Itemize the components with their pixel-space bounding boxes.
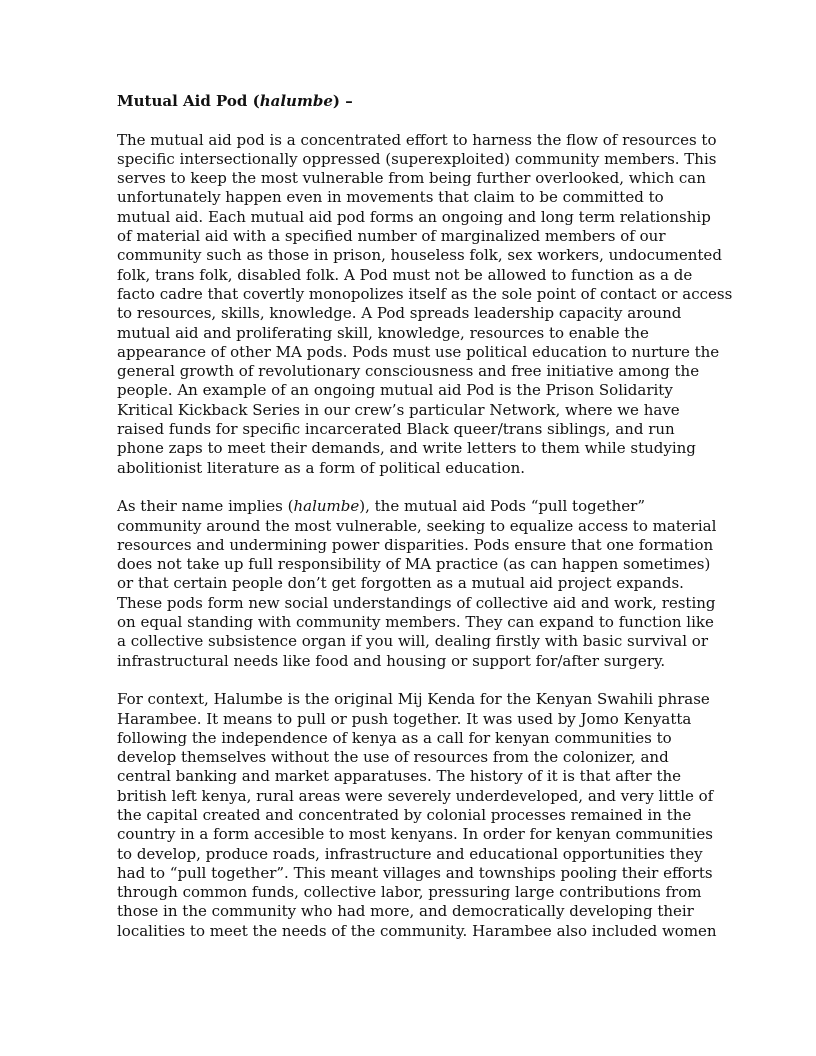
paragraph-line: For context, Halumbe is the original Mij Kenda for the Kenyan Swahili phrase bbox=[117, 690, 710, 709]
paragraph-line: abolitionist literature as a form of political education. bbox=[117, 458, 526, 477]
paragraph-line: had to “pull together”. This meant villages and townships pooling their efforts bbox=[117, 863, 713, 882]
paragraph-line: mutual aid and proliferating skill, knowledge, resources to enable the bbox=[117, 323, 649, 342]
paragraph-line: people. An example of an ongoing mutual aid Pod is the Prison Solidarity bbox=[117, 381, 673, 400]
italic-term: halumbe bbox=[293, 497, 360, 516]
paragraph-line: to resources, skills, knowledge. A Pod spreads leadership capacity around bbox=[117, 304, 682, 323]
paragraph-line: or that certain people don’t get forgotten as a mutual aid project expands. bbox=[117, 574, 684, 593]
paragraph-line: The mutual aid pod is a concentrated effort to harness the flow of resources to bbox=[117, 130, 717, 149]
paragraph-line: the capital created and concentrated by colonial processes remained in the bbox=[117, 805, 692, 824]
paragraph-line: localities to meet the needs of the community. Harambee also included women bbox=[117, 921, 717, 940]
paragraph-line: community around the most vulnerable, seeking to equalize access to material bbox=[117, 516, 717, 535]
paragraph-line: Harambee. It means to pull or push together. It was used by Jomo Kenyatta bbox=[117, 709, 692, 728]
paragraph-line: unfortunately happen even in movements that claim to be committed to bbox=[117, 188, 664, 207]
paragraph-line: general growth of revolutionary consciousness and free initiative among the bbox=[117, 362, 700, 381]
paragraph-harambee-context bbox=[117, 690, 717, 941]
paragraph-line: does not take up full responsibility of MA practice (as can happen sometimes) bbox=[117, 555, 711, 574]
paragraph-line: on equal standing with community members. They can expand to function like bbox=[117, 613, 714, 632]
paragraph-pod-definition bbox=[117, 130, 733, 478]
paragraph-line: community such as those in prison, houseless folk, sex workers, undocumented bbox=[117, 246, 722, 265]
paragraph-line: Kritical Kickback Series in our crew’s particular Network, where we have bbox=[117, 400, 680, 419]
paragraph-line: serves to keep the most vulnerable from being further overlooked, which can bbox=[117, 169, 706, 188]
paragraph-line: country in a form accesible to most kenyans. In order for kenyan communities bbox=[117, 825, 713, 844]
paragraph-line: resources and undermining power disparities. Pods ensure that one formation bbox=[117, 535, 714, 554]
section-heading bbox=[117, 92, 707, 111]
paragraph-line: through common funds, collective labor, pressuring large contributions from bbox=[117, 883, 702, 902]
paragraph-line: following the independence of kenya as a call for kenyan communities to bbox=[117, 728, 672, 747]
heading-text-end: ) – bbox=[332, 92, 353, 110]
paragraph-line: develop themselves without the use of resources from the colonizer, and bbox=[117, 748, 669, 767]
paragraph-line: facto cadre that covertly monopolizes itself as the sole point of contact or access bbox=[117, 284, 733, 303]
paragraph-line: british left kenya, rural areas were severely underdeveloped, and very little of bbox=[117, 786, 714, 805]
line-text-start: As their name implies ( bbox=[117, 497, 294, 516]
paragraph-line: those in the community who had more, and democratically developing their bbox=[117, 902, 694, 921]
paragraph-line: of material aid with a specified number of marginalized members of our bbox=[117, 227, 666, 246]
line-text-end: ), the mutual aid Pods “pull together” bbox=[359, 497, 645, 516]
paragraph-line: central banking and market apparatuses. The history of it is that after the bbox=[117, 767, 682, 786]
heading-text-start: Mutual Aid Pod ( bbox=[117, 92, 260, 110]
paragraph-line: to develop, produce roads, infrastructure and educational opportunities they bbox=[117, 844, 703, 863]
paragraph-line: mutual aid. Each mutual aid pod forms an ongoing and long term relationship bbox=[117, 207, 711, 226]
paragraph-line: infrastructural needs like food and housing or support for/after surgery. bbox=[117, 651, 666, 670]
paragraph-line: folk, trans folk, disabled folk. A Pod must not be allowed to function as a de bbox=[117, 265, 693, 284]
heading-italic-term: halumbe bbox=[259, 92, 333, 110]
paragraph-halumbe-meaning bbox=[117, 497, 717, 671]
document-page bbox=[117, 92, 733, 960]
paragraph-line: appearance of other MA pods. Pods must use political education to nurture the bbox=[117, 342, 720, 361]
paragraph-line: specific intersectionally oppressed (superexploited) community members. This bbox=[117, 149, 717, 168]
paragraph-line: phone zaps to meet their demands, and write letters to them while studying bbox=[117, 439, 696, 458]
paragraph-line: raised funds for specific incarcerated Black queer/trans siblings, and run bbox=[117, 420, 675, 439]
paragraph-line: These pods form new social understandings of collective aid and work, resting bbox=[117, 593, 716, 612]
paragraph-line bbox=[117, 497, 707, 516]
paragraph-line: a collective subsistence organ if you will, dealing firstly with basic survival or bbox=[117, 632, 708, 651]
